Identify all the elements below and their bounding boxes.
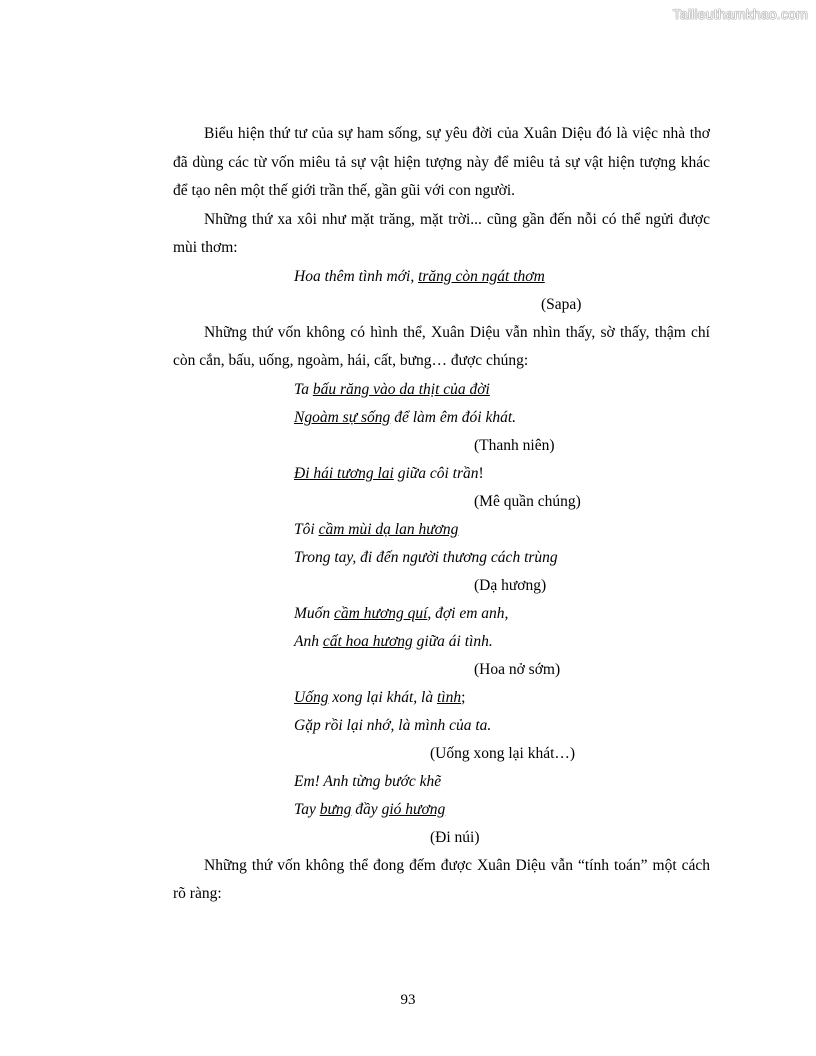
paragraph-2: Những thứ xa xôi như mặt trăng, mặt trời... cũng gần đến nỗi có thể ngửi được mùi thơm: bbox=[173, 210, 710, 256]
verse-line-6: Trong tay, đi đến người thương cách trùng bbox=[294, 548, 558, 566]
verse-line-11: Em! Anh từng bước khẽ bbox=[294, 772, 442, 790]
underlined-phrase: trăng còn ngát thơm bbox=[418, 267, 545, 285]
underlined-phrase: cầm mùi dạ lan hương bbox=[318, 520, 459, 538]
source-uong-xong: (Uống xong lại khát…) bbox=[430, 744, 576, 762]
page-body bbox=[173, 120, 710, 909]
paragraph-3: Những thứ vốn không có hình thể, Xuân Diệu vẫn nhìn thấy, sờ thấy, thậm chí còn cắn, bấu, uống, ngoàm, hái, cất, bưng… được chúng: bbox=[173, 323, 710, 369]
underlined-phrase: bưng bbox=[319, 800, 352, 818]
underlined-phrase: cầm hương quí bbox=[334, 604, 428, 622]
paragraph-4: Những thứ vốn không thể đong đếm được Xuân Diệu vẫn “tính toán” một cách rõ ràng: bbox=[173, 856, 710, 902]
verse-text: Tay bbox=[294, 800, 320, 818]
underlined-phrase: Ngoàm sự sống bbox=[294, 408, 391, 426]
underlined-phrase: Uống bbox=[294, 688, 329, 706]
verse-text: Anh bbox=[294, 632, 323, 650]
verse-text: đầy bbox=[351, 800, 382, 818]
source-thanh-nien: (Thanh niên) bbox=[474, 436, 555, 454]
underlined-phrase: gió hương bbox=[381, 800, 446, 818]
verse-line-5 bbox=[173, 516, 710, 544]
underlined-phrase: cất hoa hương bbox=[322, 632, 413, 650]
verse-line-8 bbox=[173, 628, 710, 656]
verse-text: Tôi bbox=[294, 520, 319, 538]
verse-line-10: Gặp rồi lại nhớ, là mình của ta. bbox=[294, 716, 492, 734]
paragraph-1: Biểu hiện thứ tư của sự ham sống, sự yêu đời của Xuân Diệu đó là việc nhà thơ đã dùng các từ vốn miêu tả sự vật hiện tượng này để miêu tả sự vật hiện tượng khác để tạo nên một thế giới trần thế, gần gũi với con người. bbox=[173, 125, 710, 199]
verse-line-3 bbox=[173, 404, 710, 432]
verse-line-9 bbox=[173, 684, 710, 712]
verse-text: , đợi em anh, bbox=[427, 604, 509, 622]
verse-line-7 bbox=[173, 600, 710, 628]
underlined-phrase: bấu răng vào da thịt của đời bbox=[312, 380, 490, 398]
verse-punct: ! bbox=[478, 464, 484, 482]
underlined-phrase: tình bbox=[436, 688, 462, 706]
verse-line-1 bbox=[173, 263, 710, 291]
verse-text: giữa ái tình. bbox=[412, 632, 493, 650]
source-me-quan-chung: (Mê quần chúng) bbox=[474, 492, 581, 510]
verse-punct: ; bbox=[461, 688, 466, 706]
verse-line-4 bbox=[173, 460, 710, 488]
watermark-logo: Tailieuthamkhao.com bbox=[672, 6, 808, 22]
verse-line-12 bbox=[173, 796, 710, 824]
verse-text: xong lại khát, là bbox=[328, 688, 437, 706]
verse-text: Ta bbox=[294, 380, 313, 398]
source-di-nui: (Đi núi) bbox=[430, 828, 480, 846]
verse-text: Hoa thêm tình mới, bbox=[294, 267, 419, 285]
verse-text: giữa côi trần bbox=[393, 464, 479, 482]
page-number: 93 bbox=[400, 992, 416, 1008]
verse-text: để làm êm đói khát. bbox=[390, 408, 517, 426]
verse-text: Muốn bbox=[294, 604, 335, 622]
underlined-phrase: Đi hái tương lai bbox=[294, 464, 394, 482]
source-sapa: (Sapa) bbox=[541, 295, 582, 313]
verse-line-2 bbox=[173, 376, 710, 404]
source-da-huong: (Dạ hương) bbox=[474, 576, 547, 594]
source-hoa-no-som: (Hoa nở sớm) bbox=[474, 660, 561, 678]
